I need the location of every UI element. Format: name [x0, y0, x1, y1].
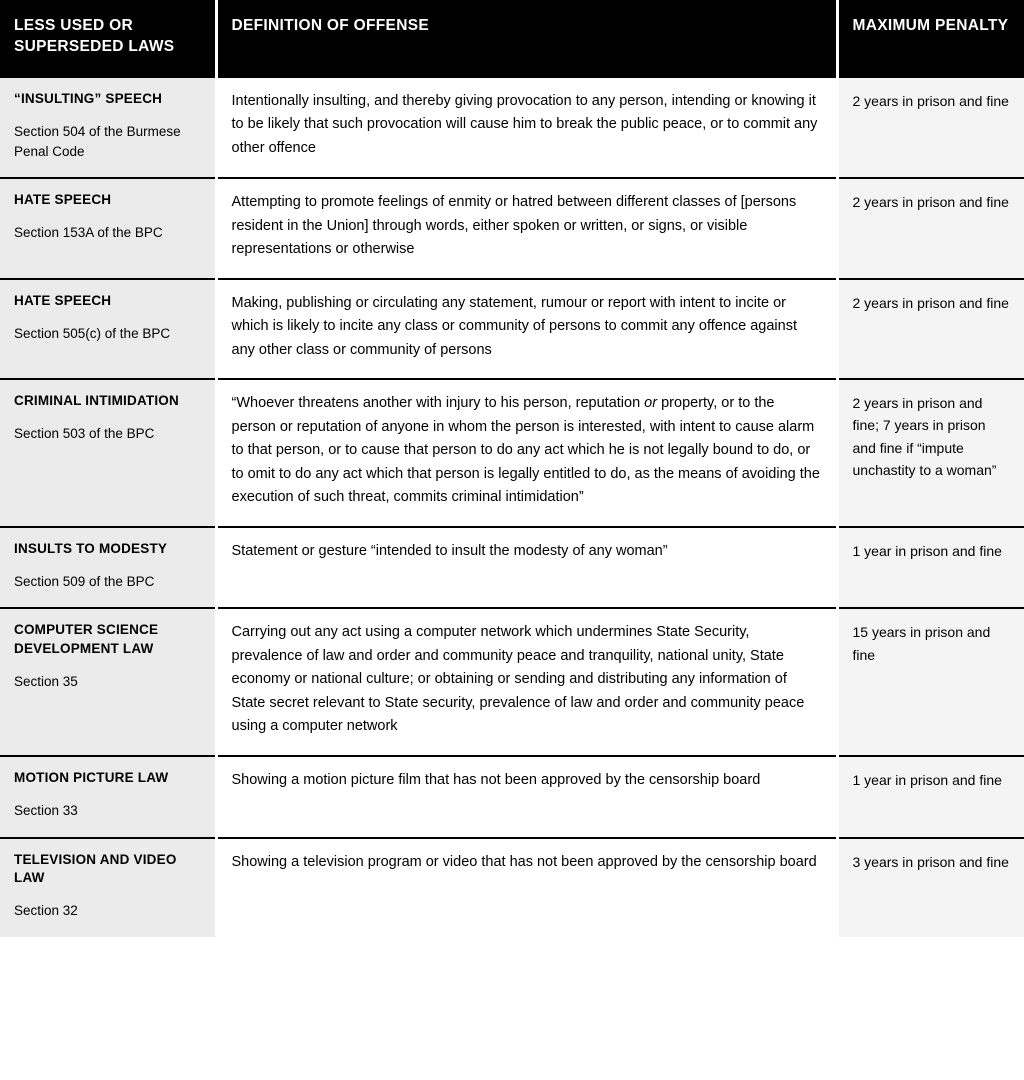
law-section: Section 503 of the BPC	[14, 426, 155, 442]
definition-cell	[216, 527, 837, 609]
definition-cell	[216, 77, 837, 178]
penalty-cell	[837, 608, 1024, 755]
column-header-penalty: MAXIMUM PENALTY	[837, 0, 1024, 77]
law-title: COMPUTER SCIENCE DEVELOPMENT LAW	[14, 622, 159, 656]
penalty-text: 2 years in prison and fine	[852, 194, 1009, 211]
table-body	[0, 77, 1024, 937]
table-row	[0, 608, 1024, 755]
law-cell	[0, 379, 216, 526]
penalty-cell	[837, 178, 1024, 278]
definition-text: Statement or gesture “intended to insult the modesty of any woman”	[231, 542, 668, 559]
penalty-cell	[837, 77, 1024, 178]
law-cell	[0, 608, 216, 755]
definition-cell	[216, 279, 837, 379]
law-title: CRIMINAL INTIMIDATION	[14, 393, 179, 409]
definition-text: Making, publishing or circulating any statement, rumour or report with intent to incite or which is likely to incite any class or community of persons to commit any offence against any other class or community of persons	[231, 294, 797, 358]
law-section: Section 504 of the Burmese Penal Code	[14, 124, 181, 159]
law-title: MOTION PICTURE LAW	[14, 769, 169, 785]
law-cell	[0, 279, 216, 379]
law-section: Section 153A of the BPC	[14, 225, 163, 241]
table-row	[0, 756, 1024, 838]
definition-text: Carrying out any act using a computer network which undermines State Security, prevalence of law and order and community peace and tranquility, national unity, State economy or national culture; or obtaining or sending and distributing any information of State secret relevant to State security, prevalence of law and order and community peace using a computer network	[231, 624, 805, 735]
table-row	[0, 379, 1024, 526]
column-header-law: LESS USED OR SUPERSEDED LAWS	[0, 0, 216, 77]
penalty-text: 2 years in prison and fine	[852, 92, 1009, 109]
law-cell	[0, 178, 216, 278]
definition-cell	[216, 379, 837, 526]
penalty-text: 15 years in prison and fine	[852, 624, 991, 663]
penalty-text: 2 years in prison and fine	[852, 294, 1009, 311]
law-title: HATE SPEECH	[14, 292, 112, 308]
table-header	[0, 0, 1024, 77]
penalty-cell	[837, 527, 1024, 609]
definition-text: Showing a television program or video that has not been approved by the censorship board	[231, 853, 817, 870]
table-row	[0, 527, 1024, 609]
definition-text: Showing a motion picture film that has not been approved by the censorship board	[231, 771, 761, 788]
definition-text: Intentionally insulting, and thereby giving provocation to any person, intending or knowing it to be likely that such provocation will cause him to break the public peace, or to commit any other offence	[231, 92, 818, 156]
definition-cell	[216, 178, 837, 278]
law-cell	[0, 838, 216, 937]
law-section: Section 509 of the BPC	[14, 573, 155, 589]
law-cell	[0, 527, 216, 609]
table-row	[0, 77, 1024, 178]
law-title: TELEVISION AND VIDEO LAW	[14, 851, 177, 885]
law-section: Section 505(c) of the BPC	[14, 325, 171, 341]
table-header-row	[0, 0, 1024, 77]
penalty-text: 3 years in prison and fine	[852, 853, 1009, 870]
law-title: INSULTS TO MODESTY	[14, 540, 168, 556]
definition-text: “Whoever threatens another with injury to his person, reputation or property, or to the person or reputation of anyone in whom the person is interested, with intent to cause alarm to that person, or to cause that person to do any act which he is not legally bound to do, or to omit to do any act which that person is legally entitled to do, as the means of avoiding the execution of such threat, commits criminal intimidation”	[231, 395, 820, 506]
table-row	[0, 279, 1024, 379]
penalty-text: 1 year in prison and fine	[852, 771, 1002, 788]
table-row	[0, 178, 1024, 278]
law-title: HATE SPEECH	[14, 192, 112, 208]
law-section: Section 33	[14, 802, 78, 818]
column-header-definition: DEFINITION OF OFFENSE	[216, 0, 837, 77]
penalty-cell	[837, 838, 1024, 937]
definition-cell	[216, 838, 837, 937]
penalty-cell	[837, 379, 1024, 526]
table-row	[0, 838, 1024, 937]
definition-text: Attempting to promote feelings of enmity or hatred between different classes of [persons resident in the Union] through words, either spoken or written, or signs, or visible representations or otherwise	[231, 194, 797, 258]
penalty-cell	[837, 279, 1024, 379]
law-title: “INSULTING” SPEECH	[14, 90, 163, 106]
law-cell	[0, 77, 216, 178]
definition-cell	[216, 608, 837, 755]
law-section: Section 35	[14, 673, 78, 689]
law-cell	[0, 756, 216, 838]
penalty-cell	[837, 756, 1024, 838]
definition-cell	[216, 756, 837, 838]
law-section: Section 32	[14, 902, 78, 918]
penalty-text: 1 year in prison and fine	[852, 542, 1002, 559]
penalty-text: 2 years in prison and fine; 7 years in prison and fine if “impute unchastity to a woman”	[852, 395, 997, 479]
